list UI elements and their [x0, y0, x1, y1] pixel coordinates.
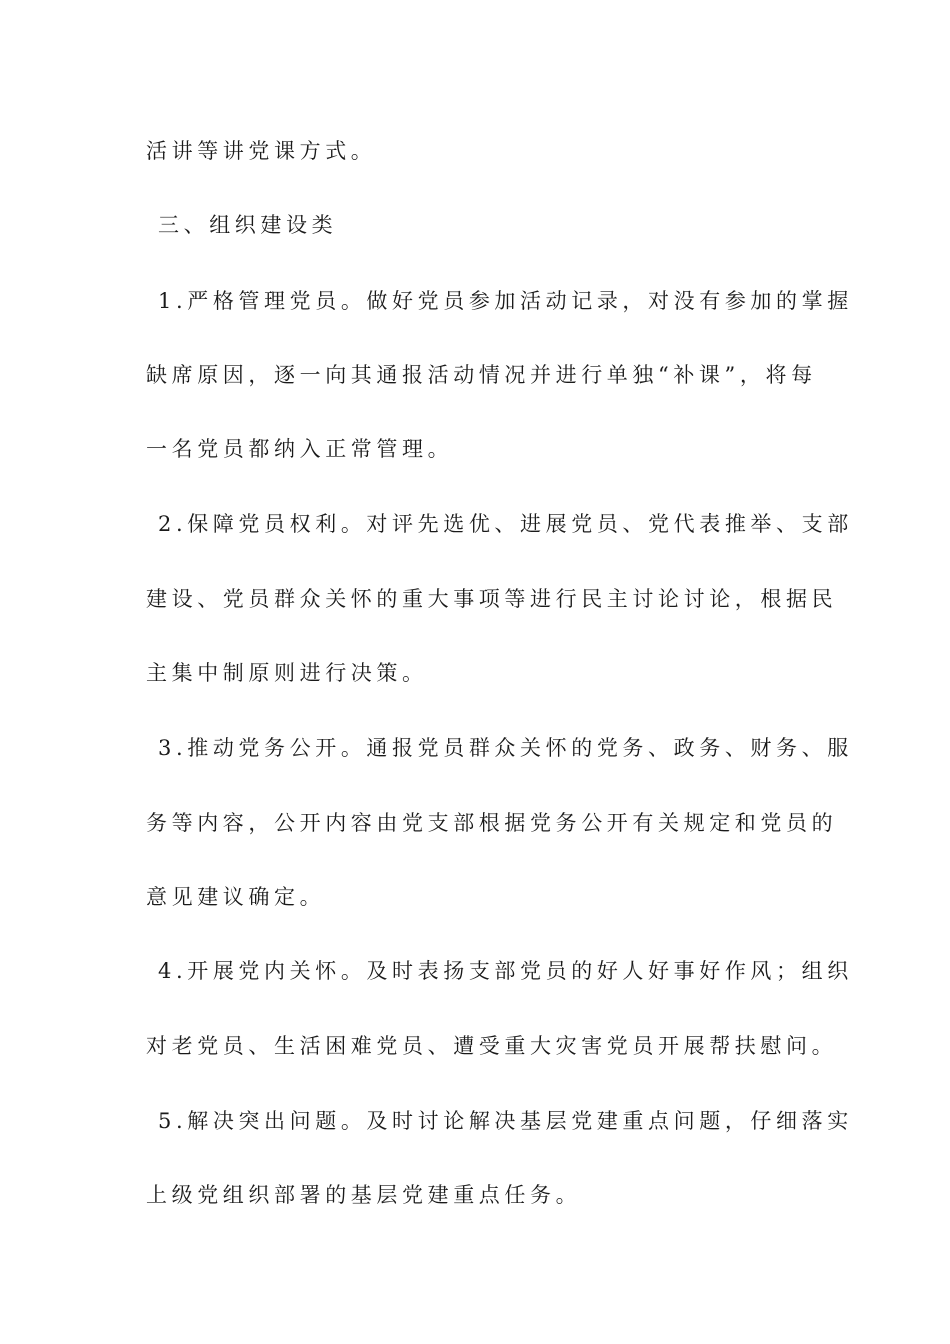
paragraph-line: 主集中制原则进行决策。 — [146, 661, 428, 685]
section-heading: 三、组织建设类 — [158, 213, 338, 237]
paragraph-line: 务等内容，公开内容由党支部根据党务公开有关规定和党员的 — [146, 811, 838, 835]
paragraph-line: 意见建议确定。 — [146, 885, 326, 909]
paragraph-line: 活讲等讲党课方式。 — [146, 139, 377, 163]
paragraph-line: 1.严格管理党员。做好党员参加活动记录，对没有参加的掌握 — [158, 289, 853, 313]
paragraph-line: 缺席原因，逐一向其通报活动情况并进行单独“补课”，将每 — [146, 363, 817, 387]
paragraph-line: 一名党员都纳入正常管理。 — [146, 437, 454, 461]
paragraph-line: 对老党员、生活困难党员、遭受重大灾害党员开展帮扶慰问。 — [146, 1034, 838, 1058]
paragraph-line: 上级党组织部署的基层党建重点任务。 — [146, 1183, 582, 1207]
paragraph-line: 2.保障党员权利。对评先选优、进展党员、党代表推举、支部 — [158, 512, 853, 536]
paragraph-line: 建设、党员群众关怀的重大事项等进行民主讨论讨论，根据民 — [146, 587, 838, 611]
paragraph-line: 4.开展党内关怀。及时表扬支部党员的好人好事好作风；组织 — [158, 959, 853, 983]
paragraph-line: 5.解决突出问题。及时讨论解决基层党建重点问题，仔细落实 — [158, 1109, 853, 1133]
paragraph-line: 3.推动党务公开。通报党员群众关怀的党务、政务、财务、服 — [158, 736, 853, 760]
